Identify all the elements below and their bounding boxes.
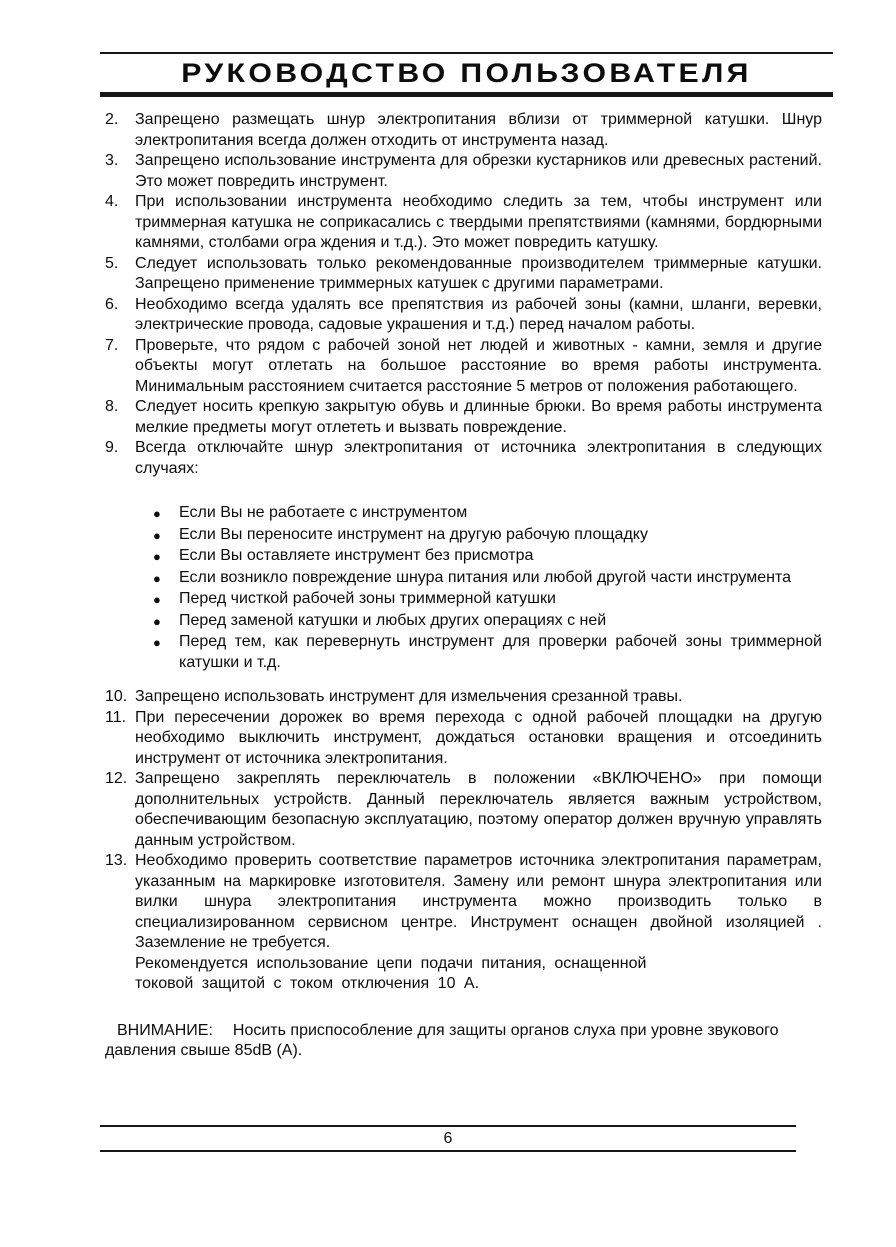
warning-paragraph bbox=[105, 1021, 822, 1062]
item-number: 5. bbox=[105, 254, 119, 272]
item-number: 10. bbox=[105, 688, 128, 705]
bullet-text: Если Вы не работаете с инструментом bbox=[179, 504, 468, 521]
bullet-marker: ● bbox=[153, 613, 161, 629]
bullet-item bbox=[153, 611, 822, 633]
item-text: Всегда отключайте шнур электропитания от источника электропитания в следующих случаях: bbox=[135, 439, 822, 477]
item-number: 12. bbox=[105, 770, 128, 787]
list-item-13 bbox=[105, 851, 822, 954]
item-text: Запрещено закреплять переключатель в положении «ВКЛЮЧЕНО» при помощи дополнительных устройств. Данный переключатель является важным устройством, обеспечивающим безопасную эксплуатацию, поэтому оператор должен вручную управлять данным устройством. bbox=[135, 770, 822, 849]
list-item-3 bbox=[105, 151, 822, 192]
bullet-marker: ● bbox=[153, 635, 161, 650]
bullet-text: Если возникло повреждение шнура питания или любой другой части инструмента bbox=[179, 568, 792, 586]
extra-note-line: Рекомендуется использование цепи подачи питания, оснащенной bbox=[135, 954, 647, 972]
item-text: Необходимо проверить соответствие параметров источника электропитания параметрам, указанным на маркировке изготовителя. Замену или ремонт шнура электропитания или вилки шнура электропитания инструмента можно производить только в специализированном сервисном центре. Инструмент оснащен двойной изоляцией . Заземление не требуется. bbox=[135, 852, 822, 951]
page-title: РУКОВОДСТВО ПОЛЬЗОВАТЕЛЯ bbox=[181, 58, 752, 88]
item-text: Запрещено использовать инструмент для измельчения срезанной травы. bbox=[135, 688, 683, 705]
bullet-text: Перед заменой катушки и любых других операциях с ней bbox=[179, 611, 607, 629]
item-number: 3. bbox=[105, 152, 119, 169]
page-content bbox=[105, 110, 822, 1062]
bullet-item bbox=[153, 503, 822, 525]
bullet-item bbox=[153, 632, 822, 673]
item-text: Следует использовать только рекомендованные производителем триммерные катушки. Запрещено применение триммерных катушек с другими параметрами. bbox=[135, 254, 822, 292]
bullet-marker: ● bbox=[153, 570, 161, 586]
warning-label: ВНИМАНИЕ: bbox=[117, 1021, 213, 1039]
item-text: Следует носить крепкую закрытую обувь и длинные брюки. Во время работы инструмента мелкие предметы могут отлететь и вызвать повреждение. bbox=[135, 398, 822, 436]
header-bottom-rule bbox=[100, 92, 833, 97]
item-number: 4. bbox=[105, 193, 119, 210]
item-number: 11. bbox=[105, 708, 127, 726]
list-item-9 bbox=[105, 438, 822, 479]
list-item-12 bbox=[105, 769, 822, 851]
page-header bbox=[100, 52, 833, 97]
footer-bottom-rule bbox=[100, 1150, 796, 1152]
item-number: 13. bbox=[105, 852, 128, 869]
page-number: 6 bbox=[443, 1130, 453, 1147]
bullet-marker: ● bbox=[153, 527, 161, 543]
item-number: 8. bbox=[105, 398, 119, 415]
item-text: При пересечении дорожек во время перехода с одной рабочей площадки на другую необходимо выключить инструмент, дождаться остановки вращения и отсоединить инструмент от источника электропитания. bbox=[135, 708, 822, 767]
bullet-marker: ● bbox=[153, 506, 161, 521]
item-text: Запрещено размещать шнур электропитания вблизи от триммерной катушки. Шнур электропитания всегда должен отходить от инструмента назад. bbox=[135, 111, 822, 149]
bullet-item bbox=[153, 568, 822, 590]
bullet-text: Перед чисткой рабочей зоны триммерной катушки bbox=[179, 590, 556, 607]
extra-note-line: токовой защитой с током отключения 10 А. bbox=[135, 975, 480, 992]
item-text: Проверьте, что рядом с рабочей зоной нет людей и животных - камни, земля и другие объекты могут отлетать на большое расстояние во время работы инструмента. Минимальным расстоянием считается расстояние 5 метров от положения работающего. bbox=[135, 336, 822, 395]
item-text: Запрещено использование инструмента для обрезки кустарников или древесных растений. Это может повредить инструмент. bbox=[135, 152, 822, 190]
item-number: 9. bbox=[105, 439, 119, 456]
list-item-2 bbox=[105, 110, 822, 151]
header-top-rule bbox=[100, 52, 833, 54]
list-item-11 bbox=[105, 708, 822, 770]
item13-extra-note bbox=[135, 954, 822, 995]
item-number: 7. bbox=[105, 336, 119, 354]
list-item-10 bbox=[105, 687, 822, 708]
item-number: 2. bbox=[105, 111, 119, 128]
bullet-list bbox=[153, 503, 822, 673]
bullet-text: Если Вы переносите инструмент на другую рабочую площадку bbox=[179, 525, 648, 543]
item-text: При использовании инструмента необходимо следить за тем, чтобы инструмент или триммерная катушка не соприкасались с твердыми препятствиями (камнями, бордюрными камнями, столбами огра ждения и т.д.). Это может повредить катушку. bbox=[135, 193, 822, 251]
bullet-text: Если Вы оставляете инструмент без присмотра bbox=[179, 547, 534, 564]
item-text: Необходимо всегда удалять все препятствия из рабочей зоны (камни, шланги, веревки, электрические провода, садовые украшения и т.д.) перед началом работы. bbox=[135, 295, 822, 333]
bullet-item bbox=[153, 546, 822, 568]
item-number: 6. bbox=[105, 295, 119, 313]
bullet-item bbox=[153, 525, 822, 547]
bullet-item bbox=[153, 589, 822, 611]
bullet-marker: ● bbox=[153, 549, 161, 564]
bullet-marker: ● bbox=[153, 592, 161, 607]
list-item-4 bbox=[105, 192, 822, 254]
list-item-5 bbox=[105, 254, 822, 295]
page-footer bbox=[100, 1125, 796, 1152]
list-item-6 bbox=[105, 295, 822, 336]
list-item-7 bbox=[105, 336, 822, 398]
warning-text: Носить приспособление для защиты органов слуха при уровне звукового давления свыше 85dB (A). bbox=[105, 1021, 779, 1059]
list-item-8 bbox=[105, 397, 822, 438]
bullet-text: Перед тем, как перевернуть инструмент для проверки рабочей зоны триммерной катушки и т.д. bbox=[179, 633, 822, 671]
